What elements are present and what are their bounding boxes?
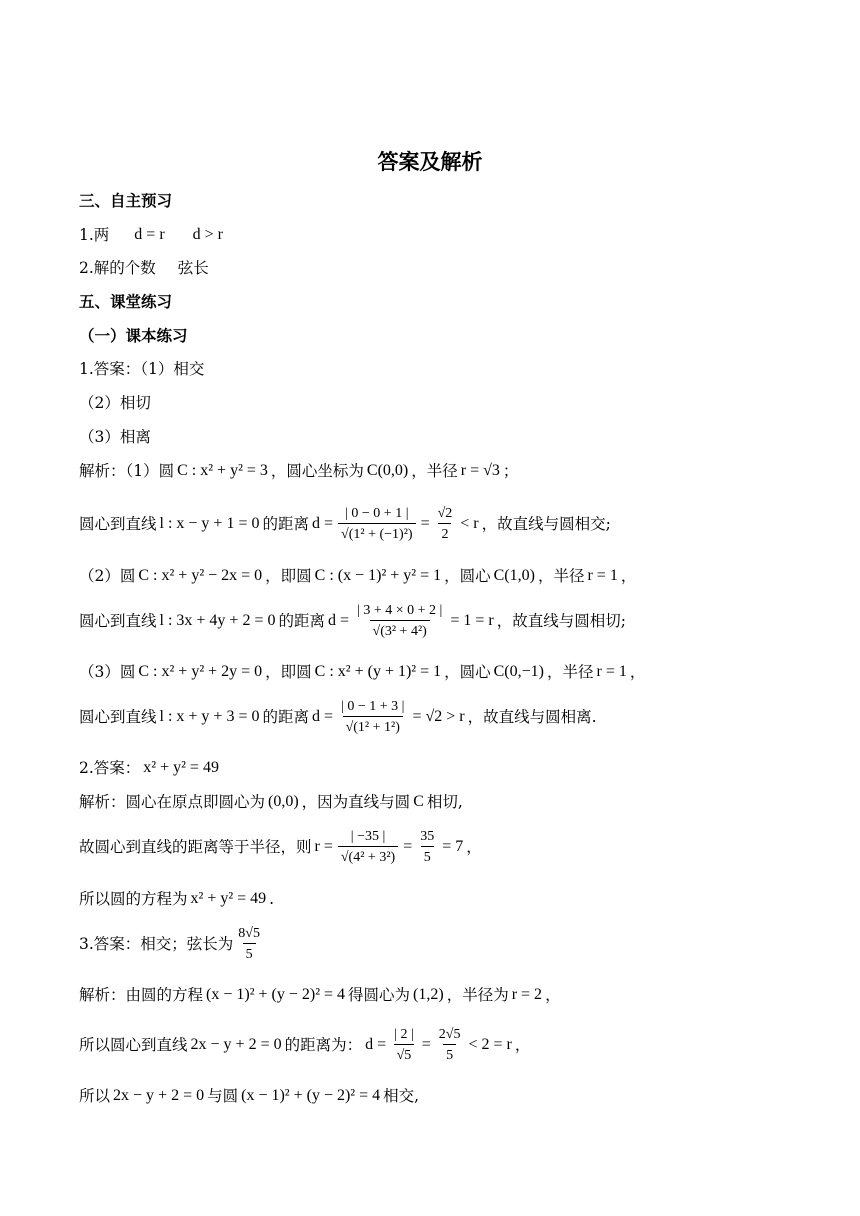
text: . xyxy=(269,890,275,908)
text: ，故直线与圆相离. xyxy=(467,708,597,726)
fraction xyxy=(417,828,437,866)
q3-analysis-line-2 xyxy=(79,1021,820,1069)
text: ，半径为 xyxy=(446,986,509,1004)
text: 故圆心到直线的距离等于半径，则 xyxy=(79,838,312,856)
q2-analysis-line-3 xyxy=(79,889,820,909)
subsection-heading-textbook: （一）课本练习 xyxy=(79,327,188,345)
formula: 2x − y + 2 = 0 xyxy=(113,1087,205,1104)
q1-answer: 1.答案：（1）相交 xyxy=(79,360,205,378)
q3-answer xyxy=(79,920,820,968)
text: （3）圆 xyxy=(79,663,136,681)
formula: = xyxy=(403,838,413,855)
text: ， xyxy=(514,1036,531,1054)
numerator: | 3 + 4 × 0 + 2 | xyxy=(357,603,443,618)
text: 解析：圆心在原点即圆心为 xyxy=(79,793,266,811)
denominator: 2 xyxy=(438,523,451,543)
formula: r = 1 xyxy=(587,567,618,584)
text: ，半径 xyxy=(411,462,458,480)
q1-analysis-line-2 xyxy=(79,500,820,548)
q1-analysis-line-3 xyxy=(79,566,820,586)
text: ，故直线与圆相交; xyxy=(481,515,611,533)
formula: d = xyxy=(312,515,334,532)
text: 得圆心为 xyxy=(348,986,411,1004)
text: ， xyxy=(620,567,637,585)
denominator: √(1² + (−1)²) xyxy=(338,523,416,543)
text: 圆心到直线 xyxy=(79,515,157,533)
answer-text: 2.解的个数 xyxy=(79,259,156,277)
text: 所以圆心到直线 xyxy=(79,1036,188,1054)
text: ，圆心 xyxy=(444,567,491,585)
formula: = xyxy=(421,1036,431,1053)
formula: C(1,0) xyxy=(493,567,535,584)
text: ，故直线与圆相切; xyxy=(496,612,626,630)
text: 相切, xyxy=(426,793,463,811)
q2-answer xyxy=(79,758,820,778)
denominator: √(3² + 4²) xyxy=(370,620,430,640)
formula: x² + y² = 49 xyxy=(143,759,219,776)
numerator: | 2 | xyxy=(394,1027,414,1042)
numerator: √2 xyxy=(437,506,453,521)
denominator: 5 xyxy=(421,846,434,866)
formula: C xyxy=(413,793,424,810)
section-heading-class-practice: 五、课堂练习 xyxy=(79,293,173,311)
q3-analysis-line-1 xyxy=(79,985,820,1005)
formula: = xyxy=(420,515,430,532)
formula: (x − 1)² + (y − 2)² = 4 xyxy=(206,986,346,1003)
formula: d = xyxy=(328,612,350,629)
fraction xyxy=(338,698,407,736)
q1-answer-3: （3）相离 xyxy=(79,428,151,446)
answer-text: 弦长 xyxy=(177,259,209,277)
fraction xyxy=(354,602,445,640)
formula: (1,2) xyxy=(413,986,444,1003)
text: 圆心到直线 xyxy=(79,708,157,726)
q1-analysis-line-5 xyxy=(79,662,820,682)
formula: r = xyxy=(314,838,333,855)
numerator: | 0 − 1 + 3 | xyxy=(341,699,405,714)
formula: (0,0) xyxy=(268,793,299,810)
formula: l : x − y + 1 = 0 xyxy=(159,515,260,532)
formula: = 7 xyxy=(442,838,464,855)
text: ， xyxy=(545,986,561,1004)
text: ，半径 xyxy=(546,663,594,681)
formula: 2x − y + 2 = 0 xyxy=(190,1036,282,1053)
formula: = 1 = r xyxy=(450,612,494,629)
text: 与圆 xyxy=(207,1087,239,1105)
numerator: | −35 | xyxy=(350,829,386,844)
formula: l : 3x + 4y + 2 = 0 xyxy=(159,612,276,629)
text: 圆心到直线 xyxy=(79,612,157,630)
numerator: 2√5 xyxy=(438,1027,461,1042)
fraction xyxy=(391,1026,417,1064)
formula: d = xyxy=(365,1036,387,1053)
text: 解析：（1）圆 xyxy=(79,462,175,480)
text: ，因为直线与圆 xyxy=(301,793,411,811)
page-title: 答案及解析 xyxy=(377,150,483,174)
formula: < r xyxy=(460,515,479,532)
text: 的距离 xyxy=(262,708,309,726)
q1-analysis-line-6 xyxy=(79,693,820,741)
formula: < 2 = r xyxy=(468,1036,512,1053)
denominator: 5 xyxy=(443,1044,456,1064)
denominator: √(1² + 1²) xyxy=(343,716,403,736)
fraction xyxy=(436,1026,464,1064)
numerator: | 0 − 0 + 1 | xyxy=(345,506,409,521)
q1-answer-2: （2）相切 xyxy=(79,394,151,412)
formula: C(0,0) xyxy=(366,462,409,479)
formula: = √2 > r xyxy=(412,708,465,725)
text: 的距离 xyxy=(278,612,325,630)
formula: C : x² + (y + 1)² = 1 xyxy=(314,663,442,680)
text: 所以 xyxy=(79,1087,111,1105)
formula: C : (x − 1)² + y² = 1 xyxy=(314,567,442,584)
text: 解析：由圆的方程 xyxy=(79,986,204,1004)
q1-analysis-line-4 xyxy=(79,597,820,645)
formula: d = r xyxy=(134,226,165,243)
text: ，即圆 xyxy=(265,567,312,585)
text: ， xyxy=(466,838,482,856)
q2-analysis-line-2 xyxy=(79,823,820,871)
text: 所以圆的方程为 xyxy=(79,890,188,908)
text: 相交, xyxy=(383,1087,420,1105)
text: ，圆心 xyxy=(444,663,491,681)
answer-text: 1.两 xyxy=(79,226,110,244)
text: ，半径 xyxy=(537,567,585,585)
text: ，即圆 xyxy=(265,663,312,681)
answer-line-1 xyxy=(79,225,820,245)
formula: C : x² + y² + 2y = 0 xyxy=(138,663,263,680)
fraction xyxy=(338,505,416,543)
formula: d > r xyxy=(192,226,224,243)
answer-line-2 xyxy=(79,258,820,278)
fraction xyxy=(435,505,456,543)
formula: r = 2 xyxy=(511,986,543,1003)
text: （2）圆 xyxy=(79,567,136,585)
formula: x² + y² = 49 xyxy=(190,890,267,907)
text: 的距离为： xyxy=(284,1036,363,1054)
numerator: 8√5 xyxy=(238,926,260,941)
formula: r = 1 xyxy=(596,663,627,680)
formula: C(0,−1) xyxy=(493,663,544,680)
denominator: √5 xyxy=(394,1044,415,1064)
formula: l : x + y + 3 = 0 xyxy=(159,708,260,725)
formula: r = √3 xyxy=(460,462,500,479)
text: ，圆心坐标为 xyxy=(270,462,364,480)
denominator: 5 xyxy=(243,943,256,963)
text: 的距离 xyxy=(262,515,309,533)
formula: (x − 1)² + (y − 2)² = 4 xyxy=(241,1087,381,1104)
formula: d = xyxy=(312,708,334,725)
fraction xyxy=(235,925,263,963)
q3-analysis-line-3 xyxy=(79,1086,820,1106)
text: ； xyxy=(502,462,519,480)
formula: C : x² + y² = 3 xyxy=(177,462,268,479)
numerator: 35 xyxy=(420,829,435,844)
denominator: √(4² + 3²) xyxy=(338,846,398,866)
text: 3.答案：相交；弦长为 xyxy=(79,935,234,953)
section-heading-self-study: 三、自主预习 xyxy=(79,192,173,210)
text: 2.答案： xyxy=(79,759,141,777)
fraction xyxy=(338,828,398,866)
formula: C : x² + y² − 2x = 0 xyxy=(138,567,263,584)
q1-analysis-line-1 xyxy=(79,461,820,481)
q2-analysis-line-1 xyxy=(79,792,820,812)
text: ， xyxy=(629,663,646,681)
